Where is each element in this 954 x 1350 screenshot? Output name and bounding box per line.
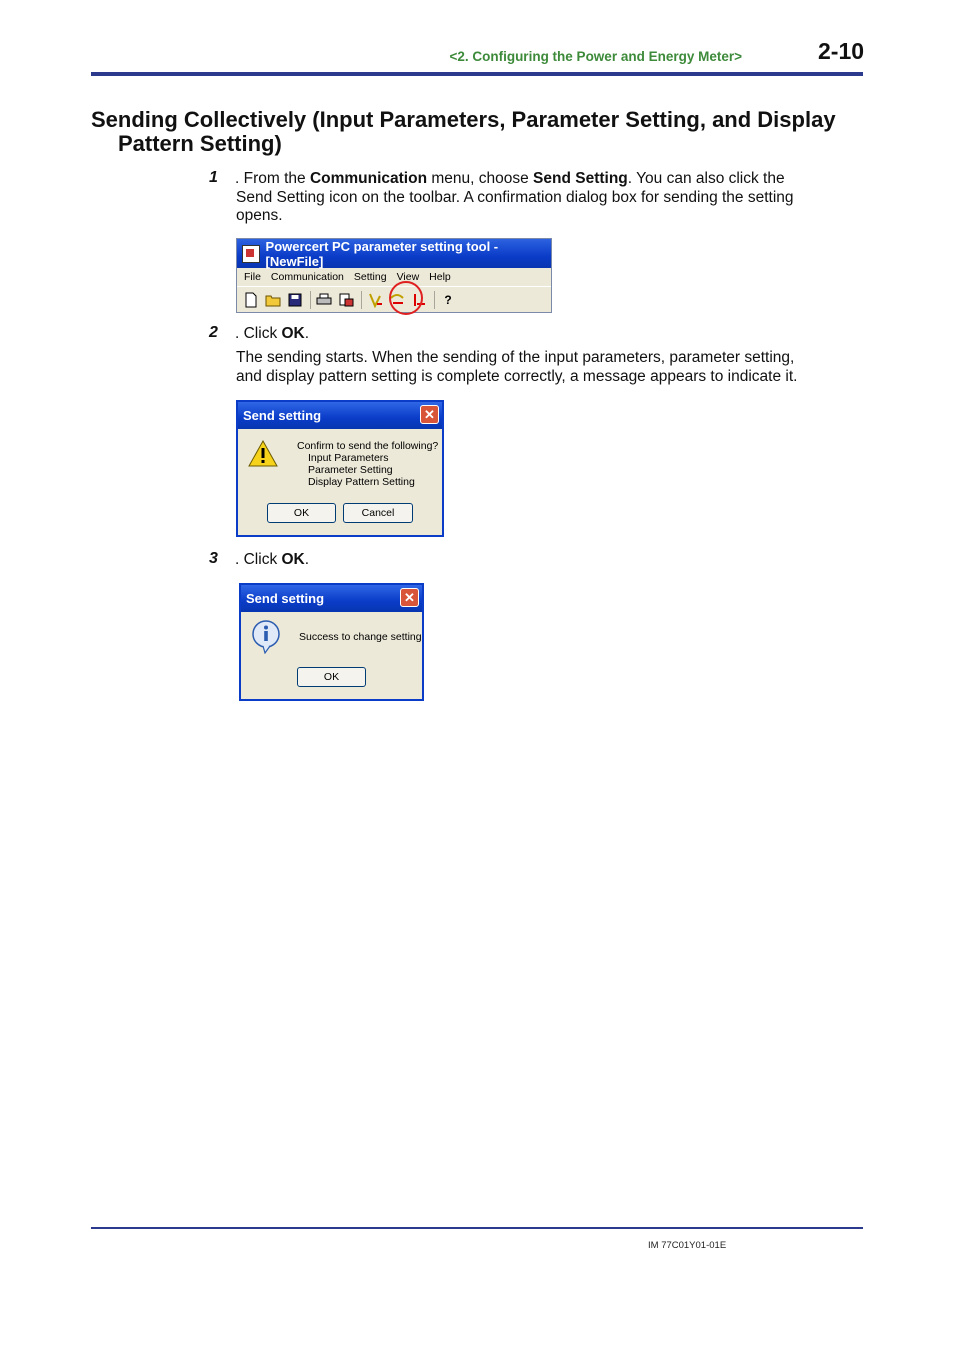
app-icon [242, 245, 260, 263]
page-number: 2-10 [818, 38, 865, 64]
step-3-pre: . Click [235, 551, 282, 568]
main-window-titlebar [237, 239, 551, 268]
step-2-ok-ref: OK [281, 325, 305, 342]
step-1-text-c: menu, choose [427, 170, 534, 187]
info-icon [251, 620, 281, 659]
confirm-dialog-titlebar [238, 402, 442, 429]
confirm-dialog-title: Send setting [243, 408, 322, 423]
step-2-para-line1: The sending starts. When the sending of the input parameters, parameter setting, [236, 349, 795, 366]
step-2 [0, 324, 954, 344]
new-file-icon[interactable] [243, 292, 259, 308]
help-icon[interactable]: ? [444, 292, 452, 307]
step-2-number: 2 [209, 324, 218, 341]
highlight-circle [389, 281, 423, 315]
send-setting-ref: Send Setting [533, 170, 628, 187]
step-2-paragraph [236, 349, 856, 386]
step-2-post: . [304, 325, 310, 342]
menu-view[interactable]: View [396, 271, 420, 283]
step-1 [0, 169, 954, 229]
header-rule [91, 72, 863, 76]
step-3-post: . [304, 551, 310, 568]
confirm-dialog [236, 400, 444, 537]
ok-button[interactable]: OK [297, 667, 366, 687]
menu-file[interactable]: File [244, 271, 261, 283]
open-folder-icon[interactable] [265, 292, 281, 308]
menu-setting[interactable]: Setting [353, 271, 387, 283]
menu-help[interactable]: Help [429, 271, 451, 283]
close-icon[interactable]: ✕ [400, 588, 419, 607]
confirm-item-display-pattern-setting: Display Pattern Setting [308, 476, 415, 488]
success-dialog-titlebar [241, 585, 422, 612]
step-1-number: 1 [209, 169, 218, 186]
print-preview-icon[interactable] [338, 292, 354, 308]
step-2-para-line2: and display pattern setting is complete correctly, a message appears to indicate it. [236, 367, 798, 385]
communication-menu-ref: Communication [309, 170, 428, 187]
step-2-text [235, 325, 309, 344]
chapter-header: <2. Configuring the Power and Energy Meter> [449, 49, 742, 64]
success-dialog [239, 583, 424, 701]
success-dialog-title: Send setting [246, 591, 325, 606]
step-1-line3: opens. [236, 207, 283, 224]
cancel-button[interactable]: Cancel [343, 503, 413, 523]
warning-icon [248, 440, 278, 473]
step-1-line2: Send Setting icon on the toolbar. A confirmation dialog box for sending the setting [236, 188, 794, 206]
section-title [91, 108, 871, 156]
step-3-text [235, 551, 309, 570]
step-3-number: 3 [209, 550, 218, 567]
success-message: Success to change setting [299, 631, 422, 643]
menubar [237, 268, 551, 286]
confirm-message: Confirm to send the following? [297, 440, 439, 452]
step-3-ok-ref: OK [281, 551, 305, 568]
receive-setting-icon[interactable] [367, 292, 383, 308]
main-window-title: Powercert PC parameter setting tool - [NewFile] [265, 238, 499, 269]
ok-button[interactable]: OK [267, 503, 336, 523]
toolbar-separator [310, 291, 311, 309]
save-icon[interactable] [287, 292, 303, 308]
document-id: IM 77C01Y01-01E [648, 1240, 727, 1251]
confirm-item-input-parameters: Input Parameters [308, 452, 389, 464]
toolbar-separator [434, 291, 435, 309]
section-title-line2: Pattern Setting) [118, 131, 282, 156]
step-1-text-a: . From the [235, 170, 310, 187]
step-1-text-e: . You can also click the [627, 170, 785, 187]
step-3 [0, 550, 954, 570]
confirm-item-parameter-setting: Parameter Setting [308, 464, 393, 476]
menu-communication[interactable]: Communication [270, 271, 344, 283]
step-2-pre: . Click [235, 325, 282, 342]
section-title-line1: Sending Collectively (Input Parameters, Parameter Setting, and Display [91, 107, 836, 132]
toolbar-separator [361, 291, 362, 309]
close-icon[interactable]: ✕ [420, 405, 439, 424]
print-icon[interactable] [316, 292, 332, 308]
step-1-line1 [235, 170, 785, 189]
footer-rule [91, 1227, 863, 1229]
